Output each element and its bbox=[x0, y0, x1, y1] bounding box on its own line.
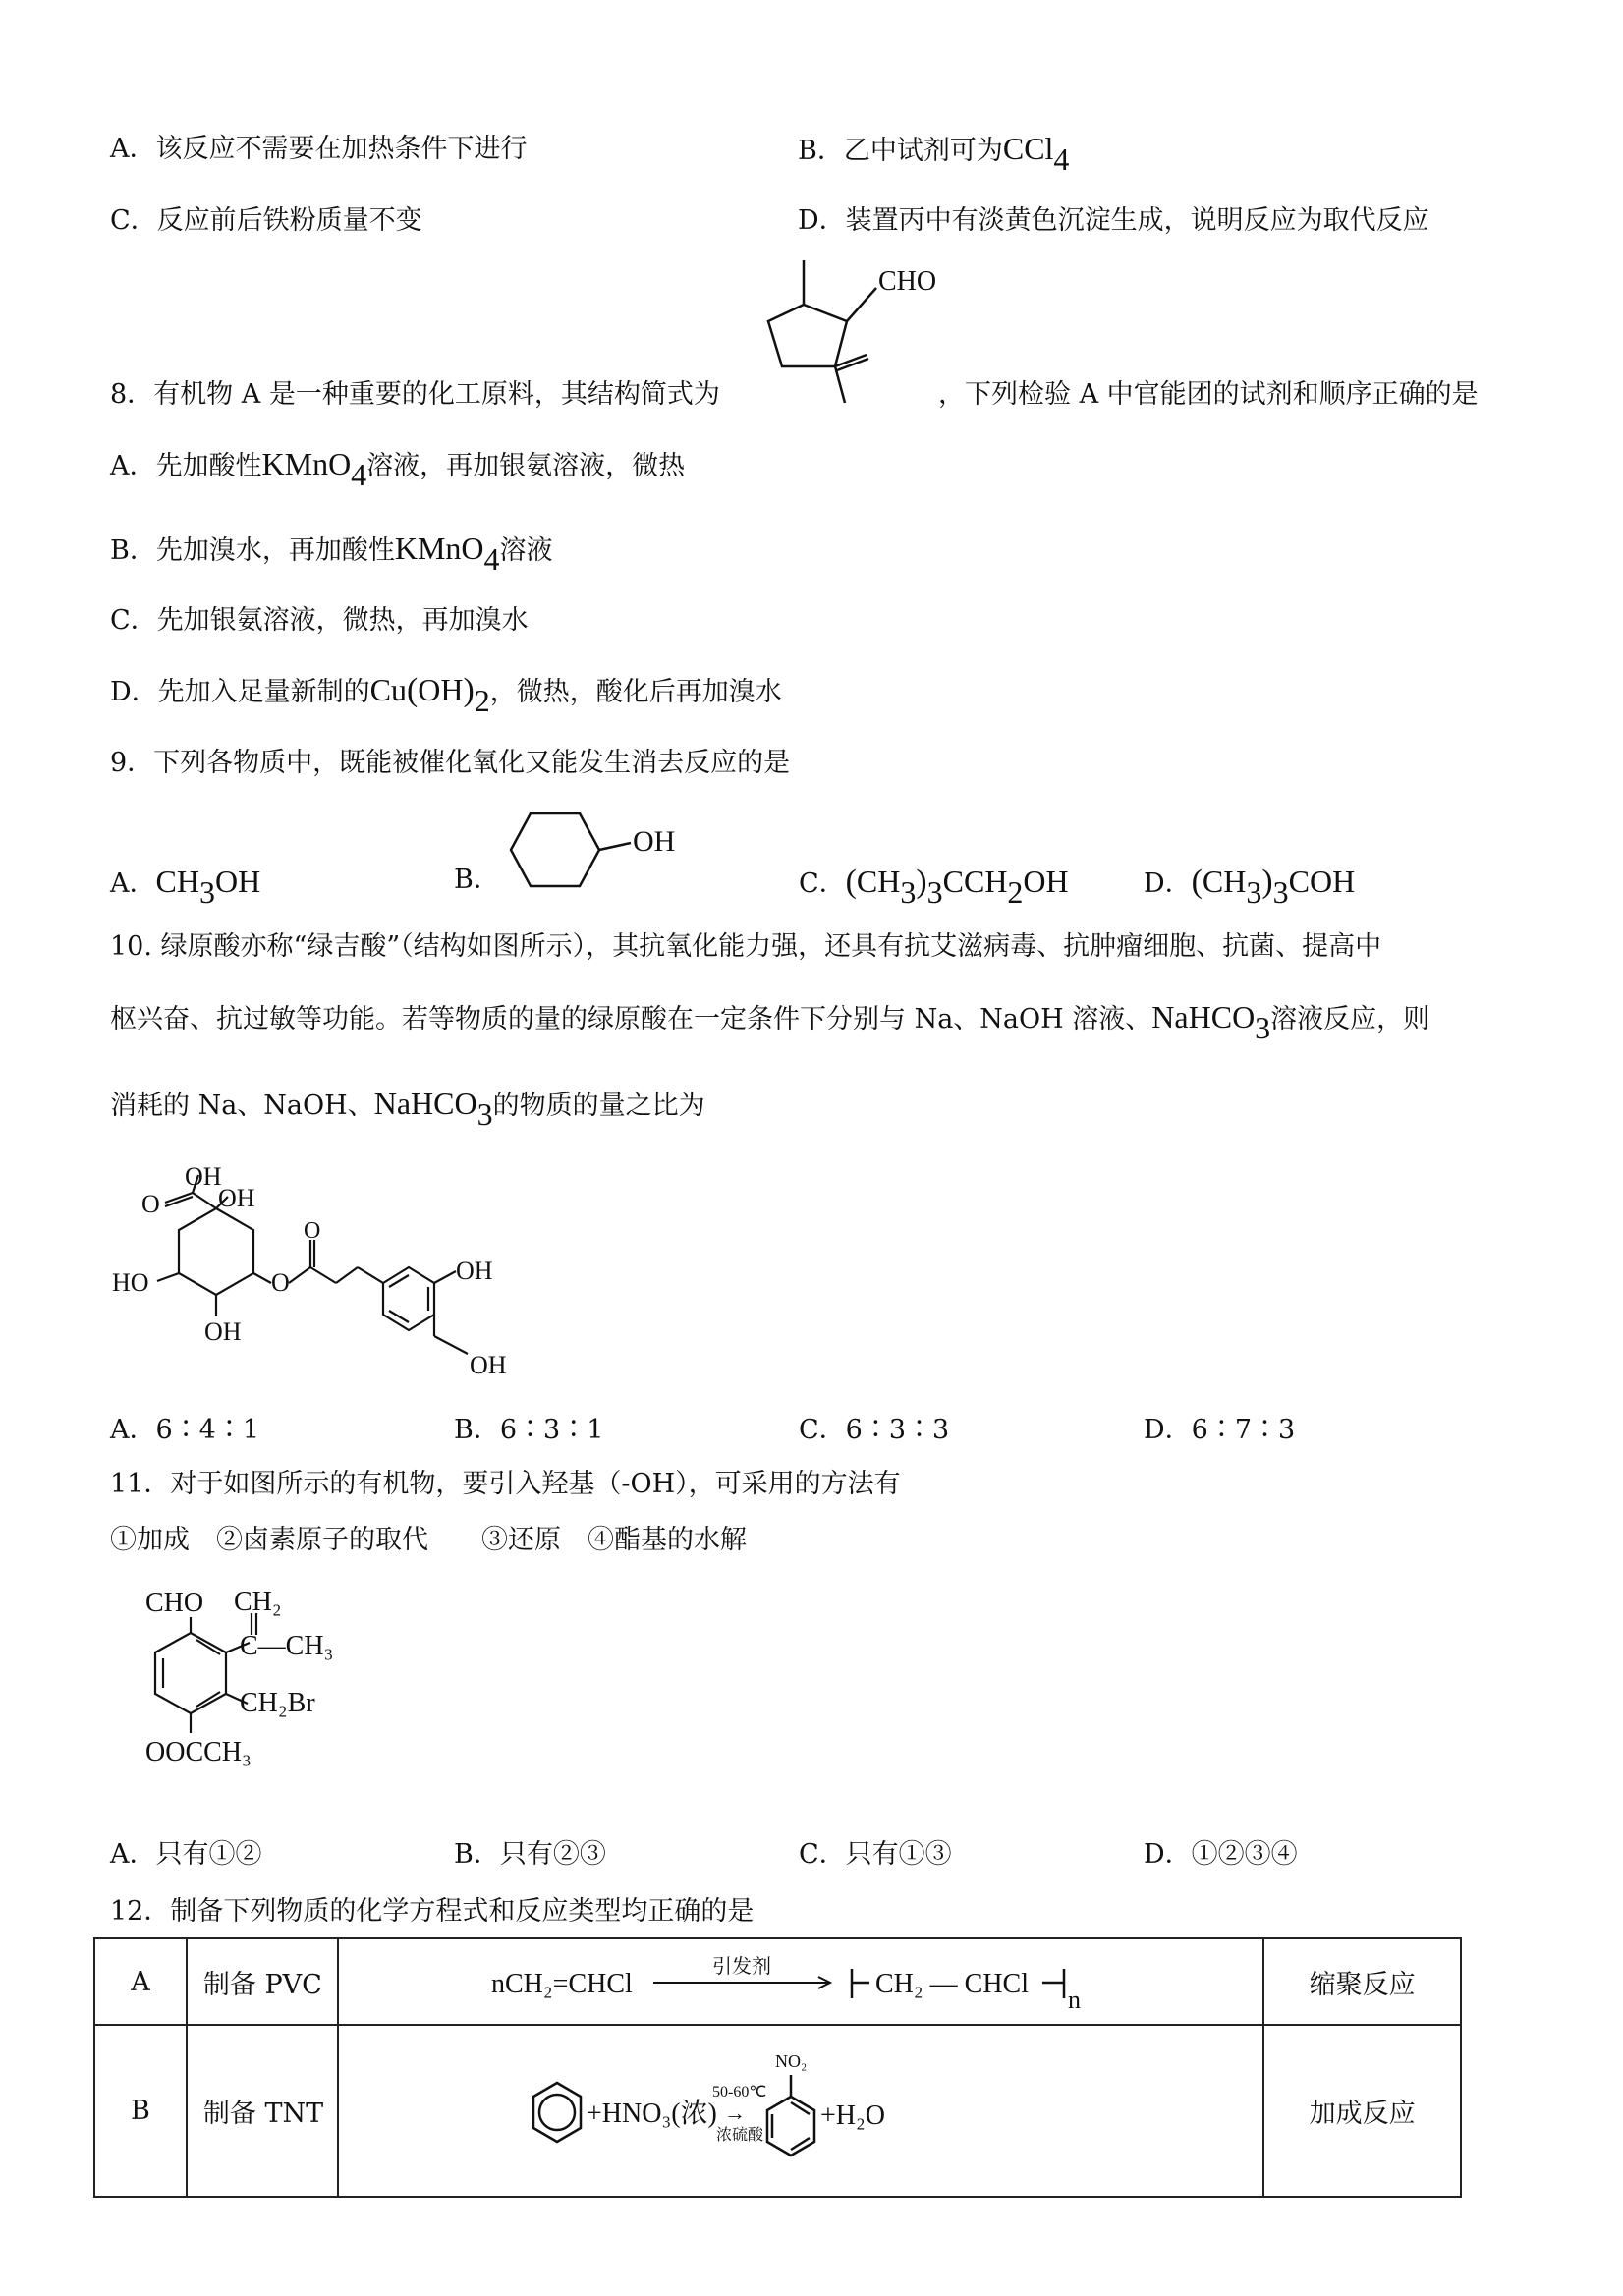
q12-row-b-equation bbox=[338, 2025, 1264, 2197]
q10-option-a: A．6∶4∶1 bbox=[110, 1415, 260, 1445]
q8-option-d-lparen: ( bbox=[407, 672, 419, 708]
q10-stem-line1: 10. 绿原酸亦称“绿吉酸”（结构如图所示），其抗氧化能力强，还具有抗艾滋病毒、抗肿瘤细胞、抗菌、提高中 bbox=[110, 931, 1382, 962]
q8-option-a-formula: KMnO bbox=[261, 446, 352, 481]
q12-answer-table bbox=[93, 1937, 1462, 2198]
q10-label-oh-bottom: OH bbox=[204, 1317, 242, 1346]
q8-option-a-suffix: 溶液，再加银氨溶液，微热 bbox=[366, 451, 686, 481]
q10-option-d: D．6∶7∶3 bbox=[1144, 1415, 1296, 1445]
q7-option-b-formula: CCl bbox=[1002, 131, 1054, 166]
q12-row-a bbox=[94, 1938, 1461, 2025]
q8-option-b bbox=[110, 530, 553, 578]
q12-row-a-reactant: nCH₂=CHCl bbox=[490, 1969, 633, 1999]
q9-option-c-f2: CCH bbox=[942, 864, 1008, 899]
q12-row-b-arrow: → bbox=[723, 2100, 746, 2125]
q8-option-d-text: D．先加入足量新制的 bbox=[110, 677, 370, 707]
q8-option-b-suffix: 溶液 bbox=[499, 535, 553, 566]
q9-option-b-label: B． bbox=[454, 865, 500, 895]
q8-option-d-sub: 2 bbox=[474, 683, 490, 719]
q9-option-b-oh: OH bbox=[633, 825, 676, 858]
q9-option-c-s1: 3 bbox=[900, 874, 917, 911]
q12-row-a-name: 制备 PVC bbox=[187, 1938, 338, 2025]
q7-option-d: D．装置丙中有淡黄色沉淀生成，说明反应为取代反应 bbox=[798, 205, 1429, 236]
q8-stem-suffix: ，下列检验 A 中官能团的试剂和顺序正确的是 bbox=[938, 379, 1479, 410]
q10-label-oh-c1: OH bbox=[218, 1184, 255, 1212]
q10-chlorogenic-acid-structure bbox=[106, 1157, 558, 1393]
q11-label-ch2br: CH₂Br bbox=[240, 1688, 315, 1718]
q9-option-d-lparen: ( bbox=[1191, 864, 1203, 900]
q8-option-d-formula-oh: OH bbox=[418, 672, 464, 707]
q10-stem-line3-sub: 3 bbox=[476, 1096, 493, 1133]
q10-stem-line3-text: 消耗的 Na、NaOH、 bbox=[110, 1091, 374, 1121]
q7-option-c: C．反应前后铁粉质量不变 bbox=[110, 205, 422, 236]
q8-option-b-formula: KMnO bbox=[394, 531, 484, 566]
q8-option-b-sub: 4 bbox=[483, 541, 500, 578]
q12-row-a-type: 缩聚反应 bbox=[1263, 1938, 1461, 2025]
q12-stem: 12．制备下列物质的化学方程式和反应类型均正确的是 bbox=[110, 1896, 755, 1927]
q11-option-c: C．只有①③ bbox=[799, 1839, 952, 1870]
q10-stem-line2 bbox=[110, 998, 1430, 1046]
q12-row-a-condition: 引发剂 bbox=[711, 1956, 771, 1978]
q9-option-d-rparen: ) bbox=[1261, 864, 1273, 900]
q10-stem-line2-suffix: 溶液反应，则 bbox=[1270, 1004, 1430, 1035]
q10-label-o-ester-carbonyl: O bbox=[304, 1218, 321, 1244]
q11-structure-diagram bbox=[106, 1584, 401, 1820]
q8-option-a-sub: 4 bbox=[351, 457, 367, 493]
q12-row-b-name: 制备 TNT bbox=[187, 2025, 338, 2197]
q10-stem-line2-formula: NaHCO bbox=[1151, 999, 1256, 1035]
q11-label-c-ch3: C—CH₃ bbox=[240, 1631, 334, 1661]
q7-option-b-sub: 4 bbox=[1053, 141, 1070, 178]
q12-row-a-equation-graphic bbox=[339, 1939, 1266, 2024]
q9-option-b-cyclohexanol bbox=[501, 806, 698, 894]
q12-row-b-type: 加成反应 bbox=[1263, 2025, 1461, 2197]
q12-row-a-n: n bbox=[1067, 1986, 1081, 2014]
q9-option-c-f1: CH bbox=[856, 864, 901, 899]
q9-option-a-label: A． bbox=[110, 868, 156, 899]
q9-option-c bbox=[799, 863, 1069, 911]
q9-option-a-s1: 3 bbox=[198, 874, 215, 911]
q11-label-cho: CHO bbox=[145, 1588, 204, 1618]
q12-row-a-product: CH₂ — CHCl bbox=[874, 1969, 1029, 1999]
q9-option-c-label: C． bbox=[799, 868, 846, 899]
q8-option-d-suffix: ，微热，酸化后再加溴水 bbox=[489, 677, 782, 707]
q7-option-b-text: B．乙中试剂可为 bbox=[798, 136, 1003, 166]
q8-option-b-text: B．先加溴水，再加酸性 bbox=[110, 535, 395, 566]
q9-option-d-label: D． bbox=[1144, 868, 1192, 899]
q12-row-b-letter: B bbox=[94, 2025, 187, 2197]
q10-stem-line2-text: 枢兴奋、抗过敏等功能。若等物质的量的绿原酸在一定条件下分别与 Na、NaOH 溶液、 bbox=[110, 1004, 1152, 1035]
q12-row-b-water: +H₂O bbox=[819, 2100, 885, 2131]
q9-option-d-f2: COH bbox=[1288, 864, 1356, 899]
q8-option-d bbox=[110, 671, 782, 719]
q9-option-a-f2: OH bbox=[214, 864, 261, 899]
q11-stem: 11．对于如图所示的有机物，要引入羟基（-OH），可采用的方法有 bbox=[110, 1469, 901, 1499]
q12-row-a-letter: A bbox=[94, 1938, 187, 2025]
q8-option-a-text: A．先加酸性 bbox=[110, 451, 262, 481]
q12-row-b-cond-bottom: 浓硫酸 bbox=[715, 2127, 763, 2144]
q10-option-b: B．6∶3∶1 bbox=[454, 1415, 604, 1445]
q11-option-b: B．只有②③ bbox=[454, 1839, 606, 1870]
q11-methods: ①加成 ②卤素原子的取代 ③还原 ④酯基的水解 bbox=[110, 1525, 747, 1555]
q8-option-c: C．先加银氨溶液，微热，再加溴水 bbox=[110, 605, 529, 636]
q7-option-a: A．该反应不需要在加热条件下进行 bbox=[110, 134, 528, 164]
q8-option-a bbox=[110, 445, 686, 493]
q8-option-d-rparen: ) bbox=[463, 672, 475, 708]
q9-option-d-s2: 3 bbox=[1272, 874, 1289, 911]
q8-stem-prefix: 8．有机物 A 是一种重要的化工原料，其结构简式为 bbox=[110, 379, 720, 410]
q10-stem-line3-suffix: 的物质的量之比为 bbox=[492, 1091, 705, 1121]
q8-structure-cho-label: CHO bbox=[878, 266, 937, 297]
q9-option-d bbox=[1144, 863, 1356, 911]
q10-label-oh-top: OH bbox=[185, 1162, 222, 1191]
q10-label-o-carbonyl: O bbox=[141, 1190, 160, 1218]
q9-option-a-f1: CH bbox=[155, 864, 199, 899]
q9-stem: 9．下列各物质中，既能被催化氧化又能发生消去反应的是 bbox=[110, 748, 791, 778]
q10-label-o-ester: O bbox=[271, 1268, 290, 1297]
q9-option-c-s3: 2 bbox=[1007, 874, 1024, 911]
q11-label-ooccH3: OOCCH₃ bbox=[145, 1737, 252, 1767]
q12-row-a-equation bbox=[338, 1938, 1264, 2025]
q11-label-ch2: CH₂ bbox=[234, 1587, 282, 1617]
q9-option-c-rparen: ) bbox=[916, 864, 927, 900]
q9-option-d-s1: 3 bbox=[1246, 874, 1262, 911]
q10-stem-line3-formula: NaHCO bbox=[373, 1086, 477, 1121]
q11-option-d: D．①②③④ bbox=[1144, 1839, 1298, 1870]
q10-stem-line2-sub: 3 bbox=[1255, 1010, 1271, 1046]
q9-option-d-f1: CH bbox=[1202, 864, 1247, 899]
q9-option-c-f3: OH bbox=[1023, 864, 1069, 899]
q12-row-b-reagent: +HNO₃(浓) bbox=[586, 2099, 717, 2129]
q9-option-c-s2: 3 bbox=[926, 874, 943, 911]
q10-stem-line3 bbox=[110, 1085, 705, 1133]
q10-label-oh-ring-upper: OH bbox=[456, 1257, 493, 1285]
q10-label-ho-left: HO bbox=[112, 1268, 149, 1297]
q7-option-b bbox=[798, 130, 1070, 178]
q12-row-b bbox=[94, 2025, 1461, 2197]
q12-row-b-no2: NO₂ bbox=[774, 2051, 808, 2071]
q10-option-c: C．6∶3∶3 bbox=[799, 1415, 950, 1445]
q11-option-a: A．只有①② bbox=[110, 1839, 262, 1870]
q10-label-oh-ring-lower: OH bbox=[470, 1351, 507, 1379]
q12-row-b-cond-top: 50-60℃ bbox=[711, 2084, 767, 2100]
q9-option-a bbox=[110, 863, 261, 911]
q8-option-d-formula-cu: Cu bbox=[369, 672, 407, 707]
q12-row-b-equation-graphic bbox=[339, 2026, 1266, 2196]
q9-option-c-lparen: ( bbox=[845, 864, 857, 900]
